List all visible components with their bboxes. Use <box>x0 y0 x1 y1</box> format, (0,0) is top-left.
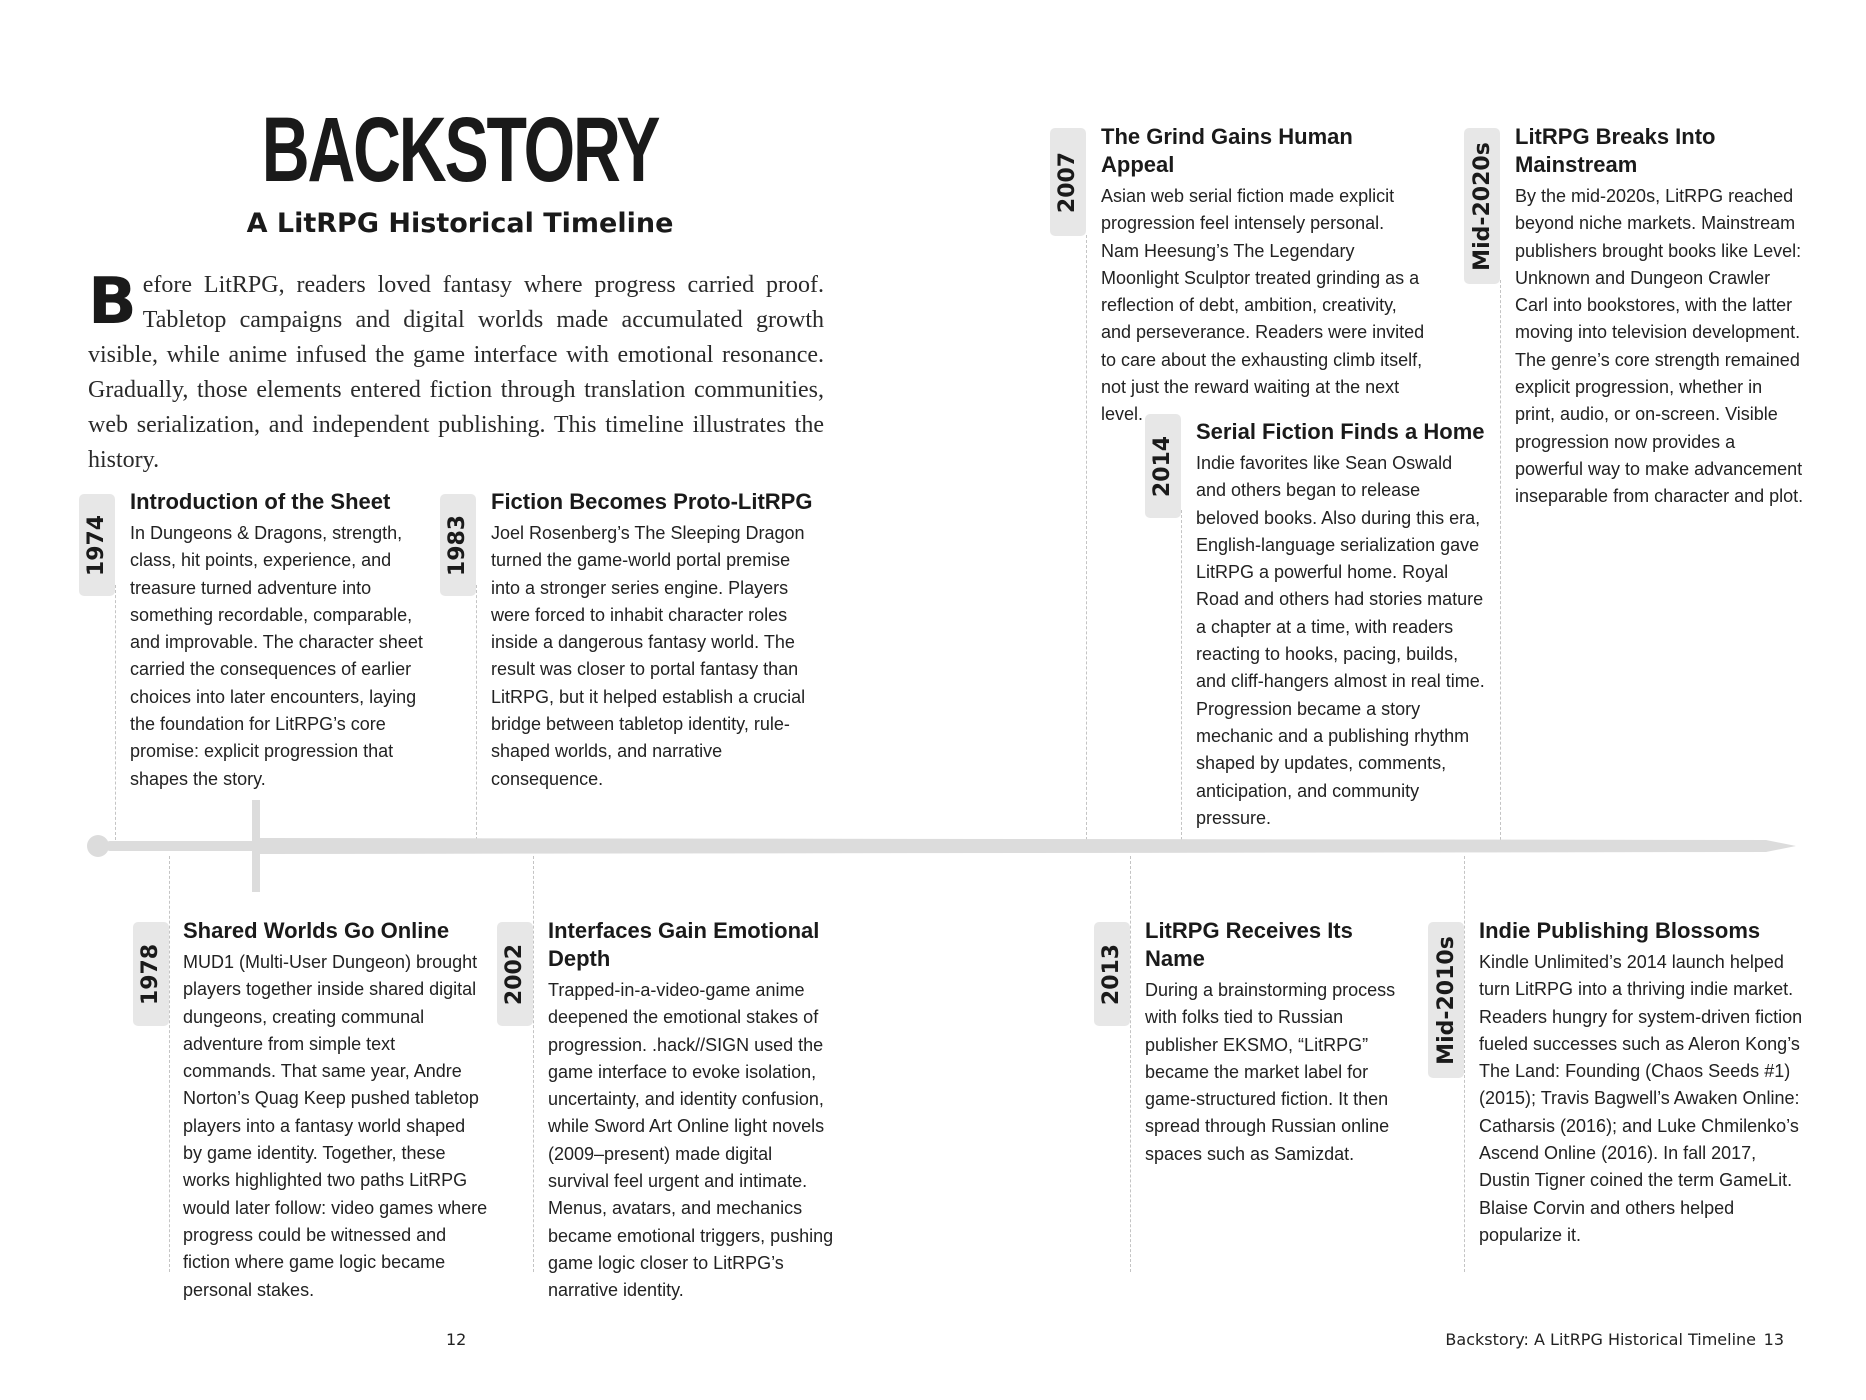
year-label: Mid-2010s <box>1433 935 1459 1065</box>
connector-mid2010s <box>1464 856 1465 1272</box>
sword-pommel <box>87 835 109 857</box>
year-label: 2013 <box>1099 943 1125 1005</box>
year-tab-1978 <box>133 922 169 1026</box>
entry-title: Indie Publishing Blossoms <box>1479 918 1761 943</box>
year-label: 1983 <box>445 514 471 576</box>
connector-2014 <box>1181 510 1182 840</box>
timeline-entry-1983 <box>491 488 821 793</box>
entry-body: Asian web serial fiction made explicit progression feel intensely personal. Nam Heesung’s The Legendary Moonlight Sculptor treated grinding as a reflection of debt, ambition, creativity, and perseverance. Readers were invited to care about the exhausting climb itself, not just the reward waiting at the next level. <box>1101 186 1425 425</box>
connector-2013 <box>1130 856 1131 1272</box>
year-tab-2007 <box>1050 128 1086 236</box>
sword-blade <box>256 838 1796 854</box>
page-subtitle: A LitRPG Historical Timeline <box>246 208 674 239</box>
year-tab-mid2020s <box>1464 128 1500 284</box>
timeline-entry-1974 <box>130 488 435 793</box>
year-tab-2013 <box>1094 922 1130 1026</box>
year-tab-2002 <box>497 922 533 1026</box>
left-page-number: 12 <box>446 1330 467 1349</box>
page-title: BACKSTORY <box>261 99 659 201</box>
entry-body: By the mid-2020s, LitRPG reached beyond niche markets. Mainstream publishers brought books like Level: Unknown and Dungeon Crawler Carl into bookstores, with the latter moving into television development. The genre’s core strength remained explicit progression, whether in print, audio, or on-screen. Visible progression now provides a powerful way to make advancement inseparable from character and plot. <box>1515 186 1804 507</box>
running-head: Backstory: A LitRPG Historical Timeline <box>1445 1330 1756 1349</box>
year-tab-1983 <box>440 494 476 596</box>
entry-body: Joel Rosenberg’s The Sleeping Dragon turned the game-world portal premise into a stronger series engine. Players were forced to inhabit character roles inside a dangerous fantasy world. The result was closer to portal fantasy than LitRPG, but it helped establish a crucial bridge between tabletop identity, rule-shaped worlds, and narrative consequence. <box>491 523 806 789</box>
timeline-entry-2002 <box>548 917 838 1305</box>
timeline-entry-2007 <box>1101 123 1426 429</box>
entry-body: MUD1 (Multi-User Dungeon) brought players together inside shared digital dungeons, creating communal adventure from simple text commands. That same year, Andre Norton’s Quag Keep pushed tabletop players into a fantasy world shaped by game identity. Together, these works highlighted two paths LitRPG would later follow: video games where progress could be witnessed and fiction where game logic became personal stakes. <box>183 952 488 1300</box>
year-tab-2014 <box>1145 414 1181 518</box>
entry-title: LitRPG Receives Its Name <box>1145 918 1353 971</box>
timeline-entry-mid2020s <box>1515 123 1805 511</box>
entry-body: In Dungeons & Dragons, strength, class, hit points, experience, and treasure turned adventure into something recordable, comparable, and improvable. The character sheet carried the consequences of earlier choices into later encounters, laying the foundation for LitRPG’s core promise: explicit progression that shapes the story. <box>130 523 423 789</box>
sword-timeline-axis <box>86 800 1806 900</box>
entry-title: Shared Worlds Go Online <box>183 918 450 943</box>
connector-2002 <box>533 856 534 1272</box>
year-label: Mid-2020s <box>1469 141 1495 271</box>
year-label: 1974 <box>84 514 110 576</box>
entry-title: Serial Fiction Finds a Home <box>1196 419 1485 444</box>
year-tab-1974 <box>79 494 115 596</box>
entry-title: The Grind Gains Human Appeal <box>1101 124 1353 177</box>
connector-1978 <box>169 856 170 1272</box>
entry-title: Interfaces Gain Emotional Depth <box>548 918 820 971</box>
entry-body: Indie favorites like Sean Oswald and others began to release beloved books. Also during this era, English-language serialization gave LitRPG a powerful home. Royal Road and others had stories mature a chapter at a time, with readers reacting to hooks, pacing, builds, and cliff-hangers almost in real time. Progression became a story mechanic and a publishing rhythm shaped by updates, comments, anticipation, and community pressure. <box>1196 453 1485 828</box>
entry-body: Kindle Unlimited’s 2014 launch helped turn LitRPG into a thriving indie market. Readers hungry for system-driven fiction fueled successes such as Aleron Kong’s The Land: Founding (Chaos Seeds #1) (2015); Travis Bagwell’s Awaken Online: Catharsis (2016); and Luke Chmilenko’s Ascend Online (2016). In fall 2017, Dustin Tigner coined the term GameLit. Blaise Corvin and others helped popularize it. <box>1479 952 1803 1245</box>
entry-title: Introduction of the Sheet <box>130 489 391 514</box>
year-label: 2014 <box>1150 435 1176 497</box>
intro-paragraph <box>88 265 824 478</box>
timeline-entry-mid2010s <box>1479 917 1809 1249</box>
entry-title: Fiction Becomes Proto-LitRPG <box>491 489 813 514</box>
year-label: 2007 <box>1055 151 1081 213</box>
year-label: 2002 <box>502 943 528 1005</box>
entry-body: During a brainstorming process with folks tied to Russian publisher EKSMO, “LitRPG” became the market label for game-structured fiction. It then spread through Russian online spaces such as Samizdat. <box>1145 980 1396 1164</box>
timeline-entry-1978 <box>183 917 488 1304</box>
timeline-entry-2013 <box>1145 917 1405 1168</box>
drop-cap: B <box>88 265 137 339</box>
year-tab-mid2010s <box>1428 922 1464 1078</box>
year-label: 1978 <box>138 943 164 1005</box>
entry-body: Trapped-in-a-video-game anime deepened the emotional stakes of progression. .hack//SIGN used the game interface to evoke isolation, uncertainty, and identity confusion, while Sword Art Online light novels (2009–present) made digital survival feel urgent and intimate. Menus, avatars, and mechanics became emotional triggers, pushing game logic closer to LitRPG’s narrative identity. <box>548 980 834 1301</box>
connector-2007 <box>1086 235 1087 840</box>
timeline-entry-2014 <box>1196 418 1486 832</box>
entry-title: LitRPG Breaks Into Mainstream <box>1515 124 1716 177</box>
connector-mid2020s <box>1500 280 1501 840</box>
intro-text: efore LitRPG, readers loved fantasy where progress carried proof. Tabletop campaigns and digital worlds made accumulated growth visible, while anime infused the game interface with emotional resonance. Gradually, those elements entered fiction through translation communities, web serialization, and independent publishing. This timeline illustrates the history. <box>88 272 824 473</box>
sword-grip <box>106 841 256 851</box>
right-page-number: 13 <box>1763 1330 1784 1349</box>
